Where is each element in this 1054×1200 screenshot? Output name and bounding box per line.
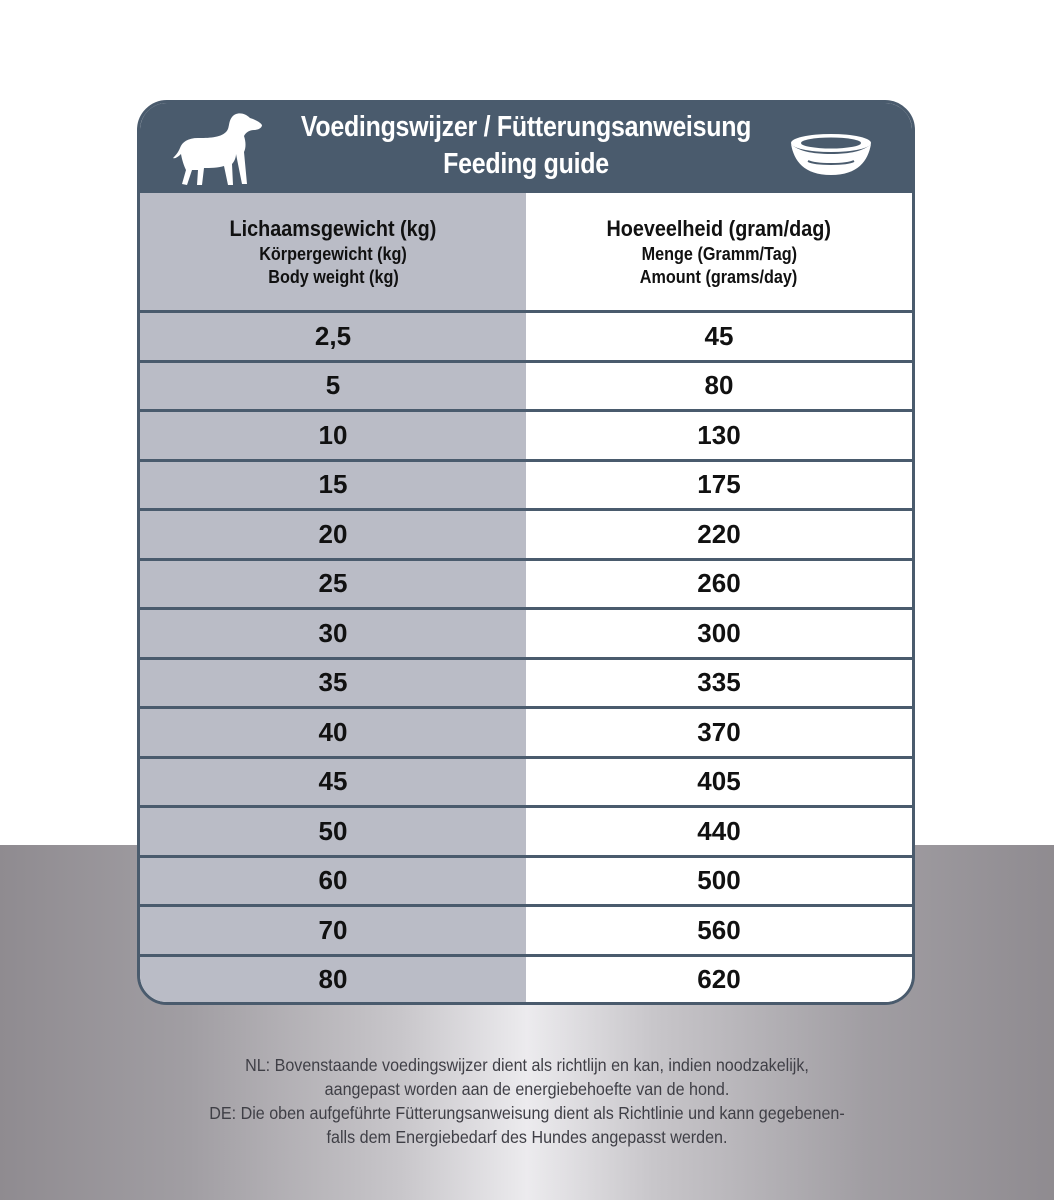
footnote-de-line-2: falls dem Energiebedarf des Hundes angepasst werden. xyxy=(326,1127,728,1147)
amount-cell: 300 xyxy=(526,607,912,657)
weight-cell: 10 xyxy=(140,409,526,459)
table-row xyxy=(140,360,912,410)
weight-cell: 5 xyxy=(140,360,526,410)
amount-cell: 260 xyxy=(526,558,912,608)
weight-cell: 25 xyxy=(140,558,526,608)
table-row xyxy=(140,904,912,954)
amount-header-de: Menge (Gramm/Tag) xyxy=(641,243,797,264)
table-row xyxy=(140,706,912,756)
amount-header-nl: Hoeveelheid (gram/dag) xyxy=(606,215,832,241)
footnote xyxy=(171,1053,883,1149)
weight-header-nl: Lichaamsgewicht (kg) xyxy=(229,215,437,241)
table-row xyxy=(140,805,912,855)
weight-cell: 80 xyxy=(140,954,526,1004)
amount-cell: 80 xyxy=(526,360,912,410)
amount-cell: 335 xyxy=(526,657,912,707)
column-header-weight xyxy=(140,193,526,310)
table-row xyxy=(140,310,912,360)
amount-cell: 370 xyxy=(526,706,912,756)
table-row xyxy=(140,607,912,657)
table-row xyxy=(140,855,912,905)
footnote-de-line-1: DE: Die oben aufgeführte Fütterungsanweisung dient als Richtlinie und kann gegebenen- xyxy=(209,1103,845,1123)
amount-cell: 440 xyxy=(526,805,912,855)
amount-cell: 620 xyxy=(526,954,912,1004)
table-row xyxy=(140,657,912,707)
table-row xyxy=(140,756,912,806)
weight-cell: 50 xyxy=(140,805,526,855)
column-header-amount xyxy=(526,193,912,310)
amount-header-en: Amount (grams/day) xyxy=(640,266,798,287)
weight-cell: 2,5 xyxy=(140,310,526,360)
footnote-nl-line-1: NL: Bovenstaande voedingswijzer dient als richtlijn en kan, indien noodzakelijk, xyxy=(245,1055,809,1075)
amount-cell: 175 xyxy=(526,459,912,509)
weight-cell: 70 xyxy=(140,904,526,954)
amount-cell: 500 xyxy=(526,855,912,905)
weight-cell: 40 xyxy=(140,706,526,756)
table-row xyxy=(140,954,912,1004)
food-bowl-icon xyxy=(788,131,874,179)
amount-cell: 405 xyxy=(526,756,912,806)
feeding-guide-card xyxy=(137,100,915,1005)
weight-cell: 20 xyxy=(140,508,526,558)
amount-cell: 45 xyxy=(526,310,912,360)
table-row xyxy=(140,508,912,558)
amount-cell: 130 xyxy=(526,409,912,459)
feeding-table-body xyxy=(140,310,912,1003)
table-row xyxy=(140,558,912,608)
weight-header-de: Körpergewicht (kg) xyxy=(259,243,407,264)
weight-cell: 60 xyxy=(140,855,526,905)
weight-cell: 35 xyxy=(140,657,526,707)
weight-cell: 30 xyxy=(140,607,526,657)
footnote-nl-line-2: aangepast worden aan de energiebehoefte van de hond. xyxy=(324,1079,730,1099)
table-row xyxy=(140,409,912,459)
table-row xyxy=(140,459,912,509)
title-line-2: Feeding guide xyxy=(443,148,609,180)
weight-cell: 45 xyxy=(140,756,526,806)
weight-cell: 15 xyxy=(140,459,526,509)
amount-cell: 560 xyxy=(526,904,912,954)
card-header xyxy=(140,103,912,193)
title-line-1: Voedingswijzer / Fütterungsanweisung xyxy=(300,111,752,143)
amount-cell: 220 xyxy=(526,508,912,558)
weight-header-en: Body weight (kg) xyxy=(267,266,399,287)
